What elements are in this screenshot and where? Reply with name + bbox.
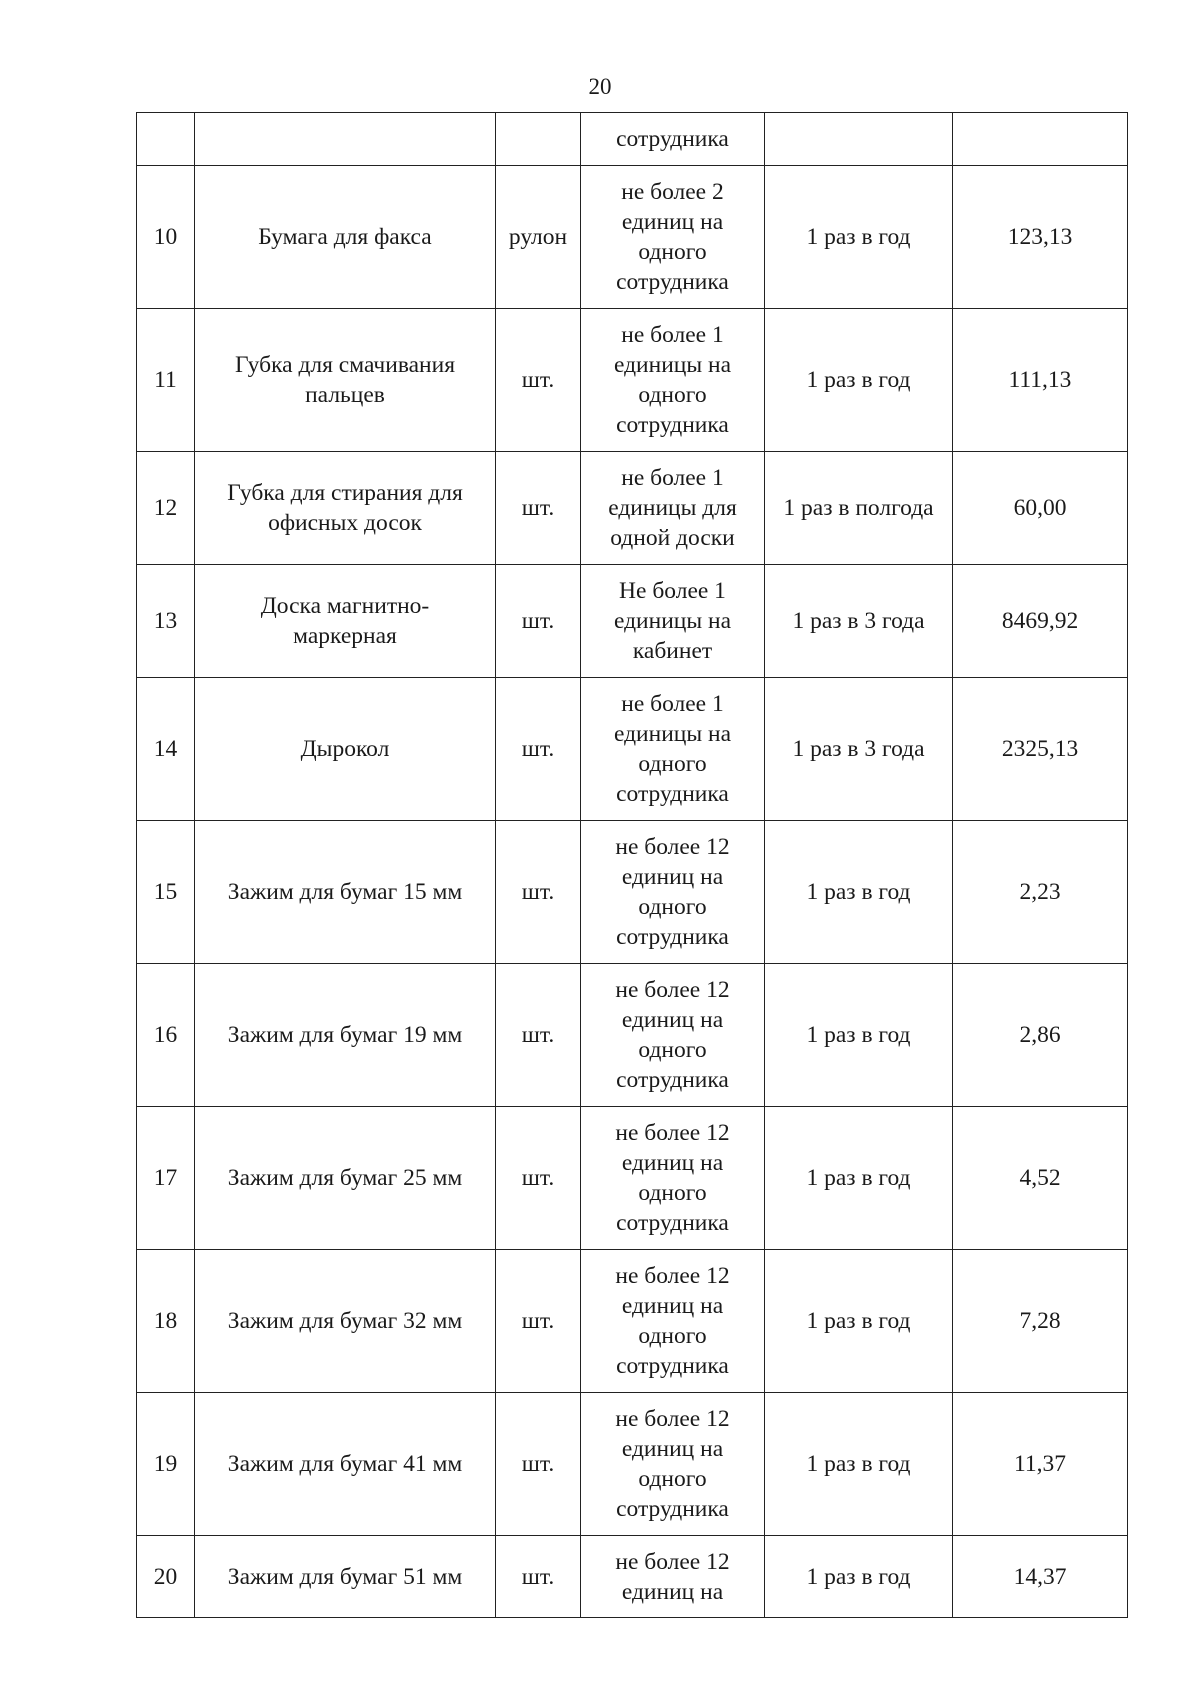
cell-norm-line: не более 12	[615, 977, 730, 1003]
cell-item-name-line: Губка для стирания для	[227, 480, 463, 506]
cell-item-name-line: Зажим для бумаг 41 мм	[227, 1451, 463, 1477]
supply-norms-table	[136, 112, 1128, 1618]
cell-norm	[581, 1107, 765, 1250]
cell-item-name-line: Зажим для бумаг 32 мм	[227, 1308, 463, 1334]
cell-price	[953, 113, 1128, 166]
cell-price: 7,28	[953, 1250, 1128, 1393]
cell-norm-line: не более 1	[621, 322, 724, 348]
cell-number: 13	[137, 565, 195, 678]
cell-number	[137, 113, 195, 166]
cell-frequency: 1 раз в полгода	[765, 452, 953, 565]
cell-unit: шт.	[496, 1107, 581, 1250]
cell-item-name	[195, 1536, 496, 1618]
cell-number: 14	[137, 678, 195, 821]
cell-norm-line: не более 2	[621, 179, 724, 205]
cell-norm-line: одного	[638, 1466, 707, 1492]
table-row	[137, 678, 1128, 821]
cell-norm	[581, 1536, 765, 1618]
cell-frequency: 1 раз в год	[765, 821, 953, 964]
cell-norm-line: единицы на	[613, 721, 732, 747]
cell-unit: шт.	[496, 964, 581, 1107]
cell-item-name-line: Зажим для бумаг 15 мм	[227, 879, 463, 905]
cell-norm	[581, 678, 765, 821]
table-row	[137, 565, 1128, 678]
cell-item-name	[195, 309, 496, 452]
cell-norm	[581, 113, 765, 166]
cell-item-name-line: маркерная	[293, 623, 397, 649]
cell-norm-line: одного	[638, 1323, 707, 1349]
cell-norm-line: кабинет	[632, 638, 713, 664]
cell-frequency: 1 раз в год	[765, 166, 953, 309]
cell-item-name	[195, 964, 496, 1107]
table-row	[137, 821, 1128, 964]
cell-norm	[581, 309, 765, 452]
cell-norm-line: не более 12	[615, 834, 730, 860]
cell-norm-line: одного	[638, 751, 707, 777]
cell-norm	[581, 1393, 765, 1536]
cell-norm	[581, 1250, 765, 1393]
cell-norm-line: единиц на	[621, 209, 724, 235]
cell-price: 111,13	[953, 309, 1128, 452]
cell-norm-line: сотрудника	[616, 1067, 729, 1093]
table-row	[137, 309, 1128, 452]
cell-unit: шт.	[496, 565, 581, 678]
table-row	[137, 1107, 1128, 1250]
cell-item-name	[195, 166, 496, 309]
cell-number: 10	[137, 166, 195, 309]
cell-item-name-line: офисных досок	[268, 510, 422, 536]
cell-number: 18	[137, 1250, 195, 1393]
cell-item-name	[195, 1393, 496, 1536]
cell-norm-line: одного	[638, 239, 707, 265]
cell-item-name-line: Бумага для факса	[258, 224, 432, 250]
cell-price: 2325,13	[953, 678, 1128, 821]
cell-norm-line: не более 1	[621, 465, 724, 491]
table-row	[137, 113, 1128, 166]
cell-norm-line: не более 12	[615, 1548, 730, 1575]
cell-norm-line: единицы на	[613, 608, 732, 634]
cell-norm-line: сотрудника	[616, 924, 729, 950]
cell-norm-line: единиц на	[621, 1150, 724, 1176]
cell-item-name-line: Доска магнитно-	[260, 593, 430, 619]
cell-norm-line: одного	[638, 1180, 707, 1206]
cell-price: 4,52	[953, 1107, 1128, 1250]
cell-norm-line: сотрудника	[616, 1496, 729, 1522]
cell-frequency: 1 раз в год	[765, 1536, 953, 1618]
cell-norm-line: сотрудника	[616, 1210, 729, 1236]
cell-item-name	[195, 678, 496, 821]
cell-item-name	[195, 565, 496, 678]
cell-frequency: 1 раз в год	[765, 309, 953, 452]
cell-unit: рулон	[496, 166, 581, 309]
cell-number: 16	[137, 964, 195, 1107]
cell-item-name-line: Зажим для бумаг 25 мм	[227, 1165, 463, 1191]
cell-number: 17	[137, 1107, 195, 1250]
cell-norm-line: не более 12	[615, 1263, 730, 1289]
cell-norm-line: не более 12	[615, 1120, 730, 1146]
cell-unit: шт.	[496, 821, 581, 964]
cell-item-name	[195, 113, 496, 166]
cell-price: 8469,92	[953, 565, 1128, 678]
cell-item-name	[195, 1250, 496, 1393]
cell-item-name-line: пальцев	[305, 382, 385, 408]
cell-frequency: 1 раз в год	[765, 1393, 953, 1536]
cell-frequency: 1 раз в 3 года	[765, 678, 953, 821]
cell-price: 60,00	[953, 452, 1128, 565]
cell-unit: шт.	[496, 678, 581, 821]
cell-item-name	[195, 452, 496, 565]
cell-unit: шт.	[496, 309, 581, 452]
cell-item-name-line: Зажим для бумаг 51 мм	[227, 1563, 463, 1590]
cell-norm-line: единицы для	[608, 495, 737, 521]
cell-norm-line: единиц на	[621, 1578, 724, 1605]
cell-frequency: 1 раз в 3 года	[765, 565, 953, 678]
cell-unit: шт.	[496, 452, 581, 565]
cell-unit: шт.	[496, 1536, 581, 1618]
cell-number: 12	[137, 452, 195, 565]
table-row	[137, 452, 1128, 565]
cell-frequency: 1 раз в год	[765, 1250, 953, 1393]
table-row	[137, 964, 1128, 1107]
cell-unit: шт.	[496, 1250, 581, 1393]
cell-norm-line: одного	[638, 1037, 707, 1063]
cell-item-name-line: Губка для смачивания	[234, 352, 456, 378]
cell-price: 11,37	[953, 1393, 1128, 1536]
cell-number: 19	[137, 1393, 195, 1536]
table-row	[137, 1393, 1128, 1536]
cell-item-name	[195, 821, 496, 964]
table-row	[137, 166, 1128, 309]
cell-norm-line: единиц на	[621, 1436, 724, 1462]
cell-price: 123,13	[953, 166, 1128, 309]
cell-norm-line: сотрудника	[616, 126, 729, 152]
cell-norm-line: единиц на	[621, 1007, 724, 1033]
cell-norm	[581, 565, 765, 678]
table-row	[137, 1250, 1128, 1393]
cell-number: 20	[137, 1536, 195, 1618]
cell-norm-line: одного	[638, 894, 707, 920]
cell-norm	[581, 452, 765, 565]
table-body	[137, 113, 1128, 1618]
cell-norm-line: сотрудника	[616, 412, 729, 438]
cell-price: 2,86	[953, 964, 1128, 1107]
cell-item-name-line: Зажим для бумаг 19 мм	[227, 1022, 463, 1048]
cell-item-name	[195, 1107, 496, 1250]
cell-norm	[581, 166, 765, 309]
cell-norm	[581, 821, 765, 964]
cell-number: 15	[137, 821, 195, 964]
cell-norm-line: одной доски	[610, 525, 735, 551]
cell-frequency: 1 раз в год	[765, 964, 953, 1107]
cell-norm-line: единиц на	[621, 864, 724, 890]
cell-norm-line: единиц на	[621, 1293, 724, 1319]
cell-norm-line: не более 12	[615, 1406, 730, 1432]
cell-unit: шт.	[496, 1393, 581, 1536]
cell-number: 11	[137, 309, 195, 452]
page-number: 20	[588, 74, 612, 99]
cell-norm-line: единицы на	[613, 352, 732, 378]
cell-price: 14,37	[953, 1536, 1128, 1618]
cell-norm	[581, 964, 765, 1107]
cell-norm-line: сотрудника	[616, 1353, 729, 1379]
table-row	[137, 1536, 1128, 1618]
cell-price: 2,23	[953, 821, 1128, 964]
cell-frequency	[765, 113, 953, 166]
cell-norm-line: не более 1	[621, 691, 724, 717]
cell-norm-line: Не более 1	[619, 578, 726, 604]
cell-frequency: 1 раз в год	[765, 1107, 953, 1250]
cell-norm-line: одного	[638, 382, 707, 408]
cell-norm-line: сотрудника	[616, 269, 729, 295]
cell-unit	[496, 113, 581, 166]
cell-norm-line: сотрудника	[616, 781, 729, 807]
cell-item-name-line: Дырокол	[300, 736, 390, 762]
